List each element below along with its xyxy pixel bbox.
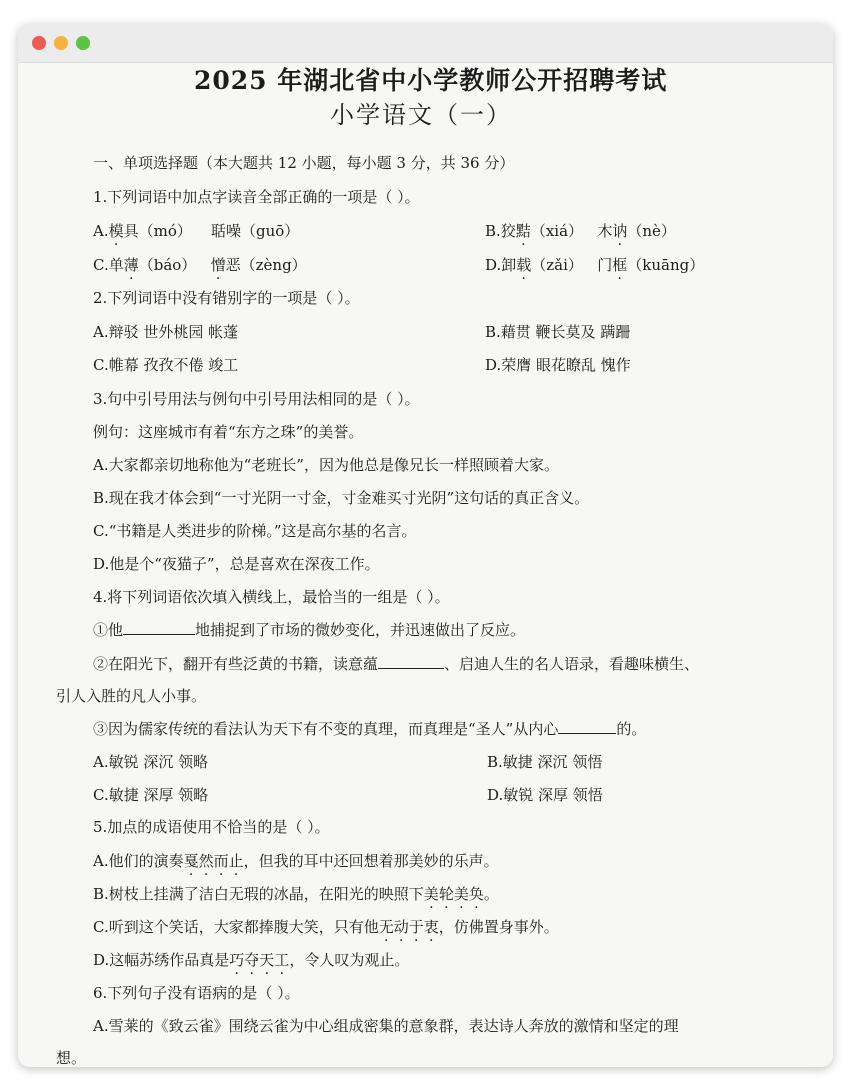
q5-option-d: D.这幅苏绣作品真是巧夺天工，令人叹为观止。 [93, 951, 410, 969]
q5-option-c: C.听到这个笑话，大家都捧腹大笑，只有他无动于衷，仿佛置身事外。 [93, 918, 559, 936]
q6-option-a: A.雪莱的《致云雀》围绕云雀为中心组成密集的意象群，表达诗人奔放的激情和坚定的理 [93, 1017, 679, 1035]
q1-option-c: C.单薄（báo） 憎恶（zèng） [93, 256, 307, 274]
exam-subtitle: 小学语文（一） [330, 101, 512, 129]
question-6-stem: 6.下列句子没有语病的是（ ）。 [93, 984, 300, 1002]
dotted-idiom: 巧夺天工 [229, 951, 290, 969]
dotted-idiom: 无动于衷 [378, 918, 439, 936]
question-2-stem: 2.下列词语中没有错别字的一项是（ ）。 [93, 289, 360, 307]
close-button[interactable] [32, 36, 46, 50]
q2-option-d: D.荣膺 眼花瞭乱 愧作 [485, 356, 631, 374]
q4-sentence-1: ①他 地捕捉到了市场的微妙变化，并迅速做出了反应。 [93, 621, 526, 639]
question-5-stem: 5.加点的成语使用不恰当的是（ ）。 [93, 818, 330, 836]
q3-option-a: A.大家都亲切地称他为“老班长”，因为他总是像兄长一样照顾着大家。 [93, 456, 559, 474]
q3-option-b: B.现在我才体会到“一寸光阴一寸金，寸金难买寸光阴”这句话的真正含义。 [93, 489, 590, 507]
dotted-idiom: 美轮美奂 [423, 885, 484, 903]
q4-option-a: A.敏锐 深沉 领略 [93, 753, 209, 771]
viewer-window [18, 24, 833, 1067]
minimize-button[interactable] [54, 36, 68, 50]
q4-option-d: D.敏锐 深厚 领悟 [487, 786, 603, 804]
q4-sentence-3: ③因为儒家传统的看法认为天下有不变的真理，而真理是“圣人”从内心 的。 [93, 720, 647, 738]
q5-option-a: A.他们的演奏戛然而止，但我的耳中还回想着那美妙的乐声。 [93, 852, 499, 870]
exam-page [18, 63, 833, 1067]
q2-option-c: C.帷幕 孜孜不倦 竣工 [93, 356, 239, 374]
q5-option-b: B.树枝上挂满了洁白无瑕的冰晶，在阳光的映照下美轮美奂。 [93, 885, 499, 903]
q4-sentence-2-continued: 引人入胜的凡人小事。 [56, 687, 207, 705]
q4-sentence-2: ②在阳光下，翻开有些泛黄的书籍，读意蕴 、启迪人生的名人语录，看趣味横生、 [93, 655, 700, 673]
q6-option-a-continued: 想。 [56, 1049, 87, 1067]
q1-option-d: D.卸载（zǎi） 门框（kuāng） [485, 256, 705, 274]
q2-option-a: A.辩驳 世外桃园 帐蓬 [93, 323, 239, 341]
q4-option-b: B.敏捷 深沉 领悟 [487, 753, 603, 771]
q1-option-b: B.狡黠（xiá） 木讷（nè） [485, 222, 676, 240]
q3-option-c: C.“书籍是人类进步的阶梯。”这是高尔基的名言。 [93, 522, 417, 540]
q3-example: 例句：这座城市有着“东方之珠”的美誉。 [93, 423, 364, 441]
section-heading: 一、单项选择题（本大题共 12 小题，每小题 3 分，共 36 分） [93, 154, 515, 172]
exam-title: 2025 年湖北省中小学教师公开招聘考试 [194, 66, 668, 95]
q1-option-a: A.模具（mó） 聒噪（guō） [93, 222, 300, 240]
question-4-stem: 4.将下列词语依次填入横线上，最恰当的一组是（ ）。 [93, 588, 450, 606]
q3-option-d: D.他是个“夜猫子”，总是喜欢在深夜工作。 [93, 555, 380, 573]
maximize-button[interactable] [76, 36, 90, 50]
question-3-stem: 3.句中引号用法与例句中引号用法相同的是（ ）。 [93, 390, 420, 408]
question-1-stem: 1.下列词语中加点字读音全部正确的一项是（ ）。 [93, 188, 420, 206]
dotted-idiom: 戛然而止 [183, 852, 244, 870]
q4-option-c: C.敏捷 深厚 领略 [93, 786, 209, 804]
q2-option-b: B.藉贯 鞭长莫及 蹒跚 [485, 323, 631, 341]
title-bar [18, 24, 833, 63]
